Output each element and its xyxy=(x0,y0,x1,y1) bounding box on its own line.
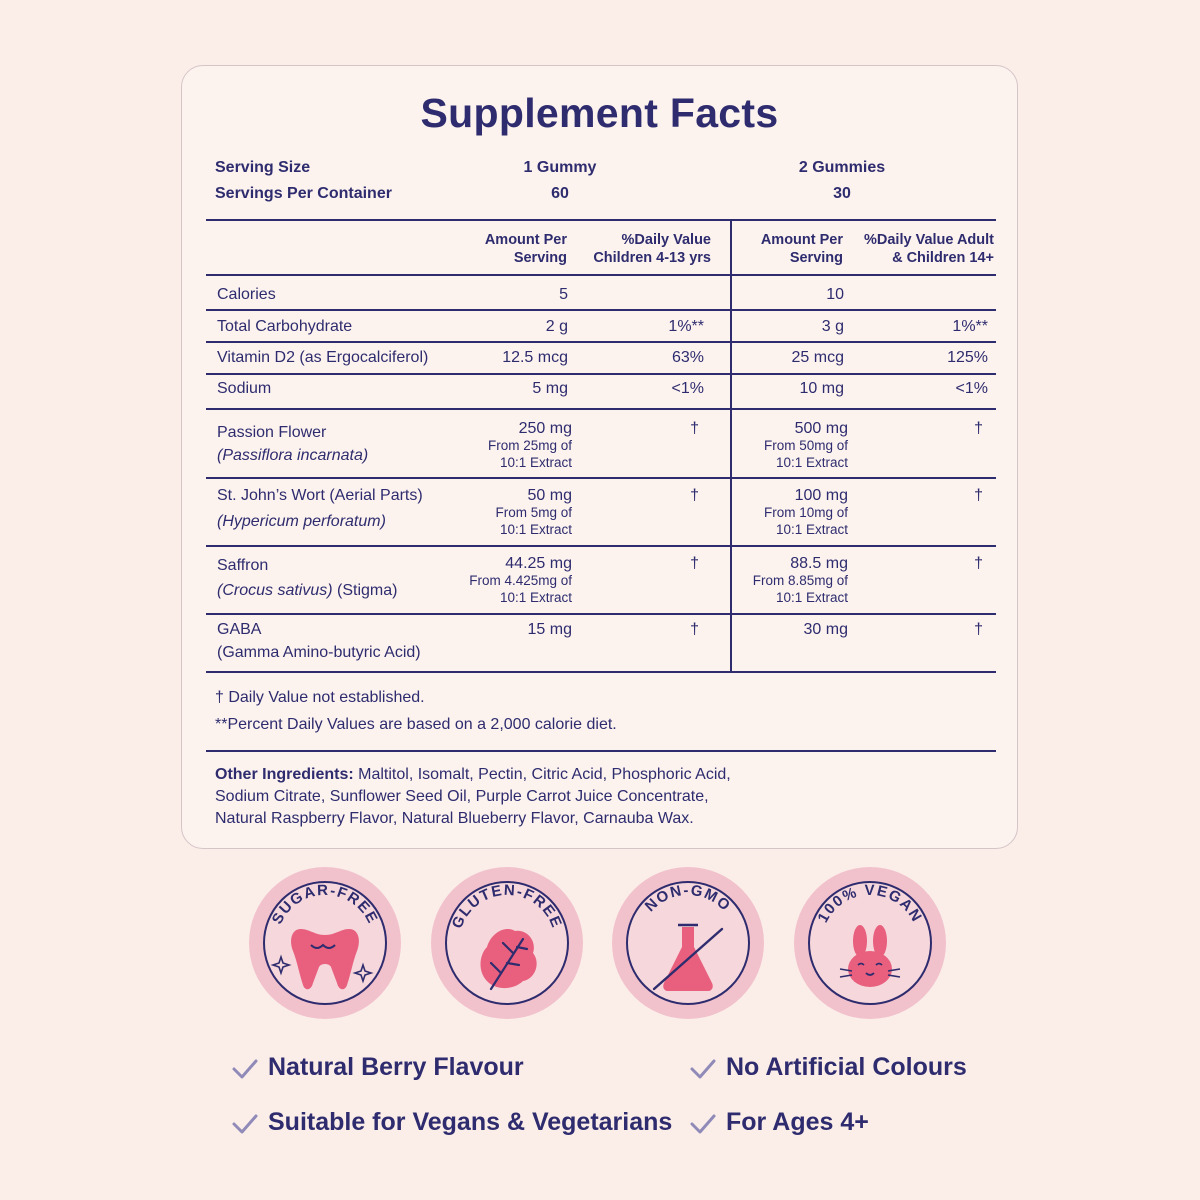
dv-header-col1: %Daily Value Children 4-13 yrs xyxy=(593,232,711,266)
badge-label: NON-GMO xyxy=(641,881,735,916)
flask-icon xyxy=(654,925,722,991)
herb-latin: (Hypericum perforatum) xyxy=(217,513,386,530)
divider xyxy=(206,219,996,221)
herb-name: St. John’s Wort (Aerial Parts) xyxy=(217,487,423,504)
divider xyxy=(206,613,996,615)
amount-col2: 30 mg xyxy=(803,621,848,638)
herb-name: Saffron xyxy=(217,557,269,574)
divider xyxy=(206,750,996,752)
dv-header-col2: %Daily Value Adult & Children 14+ xyxy=(864,232,994,266)
dv-col2: † xyxy=(974,621,983,638)
bunny-icon xyxy=(840,925,900,987)
amount-header-col1: Amount Per Serving xyxy=(484,232,567,266)
servings-per-container-label: Servings Per Container xyxy=(215,185,392,202)
dv-col1: 1%** xyxy=(668,318,704,335)
leaf-icon xyxy=(481,929,537,989)
amount-col2: 100 mg From 10mg of 10:1 Extract xyxy=(763,487,848,537)
amount-col2: 10 xyxy=(826,286,844,303)
dv-col1: † xyxy=(690,487,699,504)
dv-col2: † xyxy=(974,420,983,437)
badge-label: GLUTEN-FREE xyxy=(448,881,566,932)
divider xyxy=(206,309,996,311)
svg-text:100% VEGAN xyxy=(814,882,925,926)
dv-col2: 125% xyxy=(947,349,988,366)
tooth-icon xyxy=(273,929,371,989)
amount-col1: 5 xyxy=(559,286,568,303)
dv-col1: † xyxy=(690,555,699,572)
divider xyxy=(206,341,996,343)
amount-col2: 500 mg From 50mg of 10:1 Extract xyxy=(763,420,848,470)
footnote-dagger: † Daily Value not established. xyxy=(215,689,425,706)
amount-col2: 88.5 mg From 8.85mg of 10:1 Extract xyxy=(752,555,848,605)
amount-col1: 5 mg xyxy=(532,380,568,397)
badge-label: 100% VEGAN xyxy=(814,881,926,926)
vegan-badge xyxy=(794,867,946,1019)
dv-col2: <1% xyxy=(955,380,988,397)
dv-col2: 1%** xyxy=(952,318,988,335)
dv-col1: 63% xyxy=(671,349,704,366)
amount-col2: 10 mg xyxy=(799,380,844,397)
svg-text:GLUTEN-FREE xyxy=(449,882,566,931)
herb-latin: (Gamma Amino-butyric Acid) xyxy=(217,644,421,661)
herb-latin: (Passiflora incarnata) xyxy=(217,447,369,464)
svg-text:NON-GMO xyxy=(642,882,735,915)
amount-col1: 15 mg xyxy=(527,621,572,638)
herb-latin: (Crocus sativus) (Stigma) xyxy=(217,582,398,599)
feature-item: For Ages 4+ xyxy=(726,1108,869,1136)
nutrient-name: Vitamin D2 (as Ergocalciferol) xyxy=(217,349,429,366)
divider xyxy=(206,477,996,479)
feature-item: Suitable for Vegans & Vegetarians xyxy=(268,1108,673,1136)
nutrient-name: Sodium xyxy=(217,380,272,397)
divider xyxy=(206,671,996,673)
other-ingredients: Other Ingredients: Maltitol, Isomalt, Pectin, Citric Acid, Phosphoric Acid, Sodium Citrate, Sunflower Seed Oil, Purple Carrot Juice Concentrate, Natural Raspberry Flavor, Natural Blueberry Flavor, Carnauba Wax. xyxy=(215,766,731,827)
footnote-percent: **Percent Daily Values are based on a 2,000 calorie diet. xyxy=(215,716,617,733)
serving-size-col2: 2 Gummies xyxy=(798,159,886,176)
serving-size-col1: 1 Gummy xyxy=(523,159,597,176)
feature-item: Natural Berry Flavour xyxy=(268,1053,524,1081)
dv-col2: † xyxy=(974,487,983,504)
non-gmo-badge xyxy=(612,867,764,1019)
divider xyxy=(206,408,996,410)
divider xyxy=(206,274,996,276)
amount-col1: 12.5 mcg xyxy=(502,349,568,366)
servings-col2: 30 xyxy=(833,185,851,202)
gluten-free-badge xyxy=(431,867,583,1019)
divider xyxy=(206,545,996,547)
check-icon xyxy=(232,1058,258,1080)
dv-col1: † xyxy=(690,420,699,437)
amount-header-col2: Amount Per Serving xyxy=(760,232,843,266)
serving-size-label: Serving Size xyxy=(215,159,311,176)
amount-col2: 25 mcg xyxy=(791,349,844,366)
badge-label: SUGAR-FREE xyxy=(268,881,382,928)
feature-item: No Artificial Colours xyxy=(726,1053,967,1081)
amount-col1: 250 mg From 25mg of 10:1 Extract xyxy=(487,420,572,470)
nutrient-name: Calories xyxy=(217,286,276,303)
supplement-facts-panel xyxy=(181,65,1018,849)
check-icon xyxy=(232,1113,258,1135)
amount-col1: 50 mg From 5mg of 10:1 Extract xyxy=(495,487,572,537)
dv-col2: † xyxy=(974,555,983,572)
divider xyxy=(206,373,996,375)
dv-col1: † xyxy=(690,621,699,638)
herb-name: GABA xyxy=(217,621,262,638)
check-icon xyxy=(690,1058,716,1080)
amount-col2: 3 g xyxy=(821,318,844,335)
nutrient-name: Total Carbohydrate xyxy=(217,318,353,335)
check-icon xyxy=(690,1113,716,1135)
svg-text:SUGAR-FREE xyxy=(269,882,382,927)
panel-title: Supplement Facts xyxy=(420,90,779,136)
amount-col1: 44.25 mg From 4.425mg of 10:1 Extract xyxy=(469,555,572,605)
servings-col1: 60 xyxy=(551,185,569,202)
amount-col1: 2 g xyxy=(545,318,568,335)
dv-col1: <1% xyxy=(671,380,704,397)
herb-name: Passion Flower xyxy=(217,424,327,441)
sugar-free-badge xyxy=(249,867,401,1019)
